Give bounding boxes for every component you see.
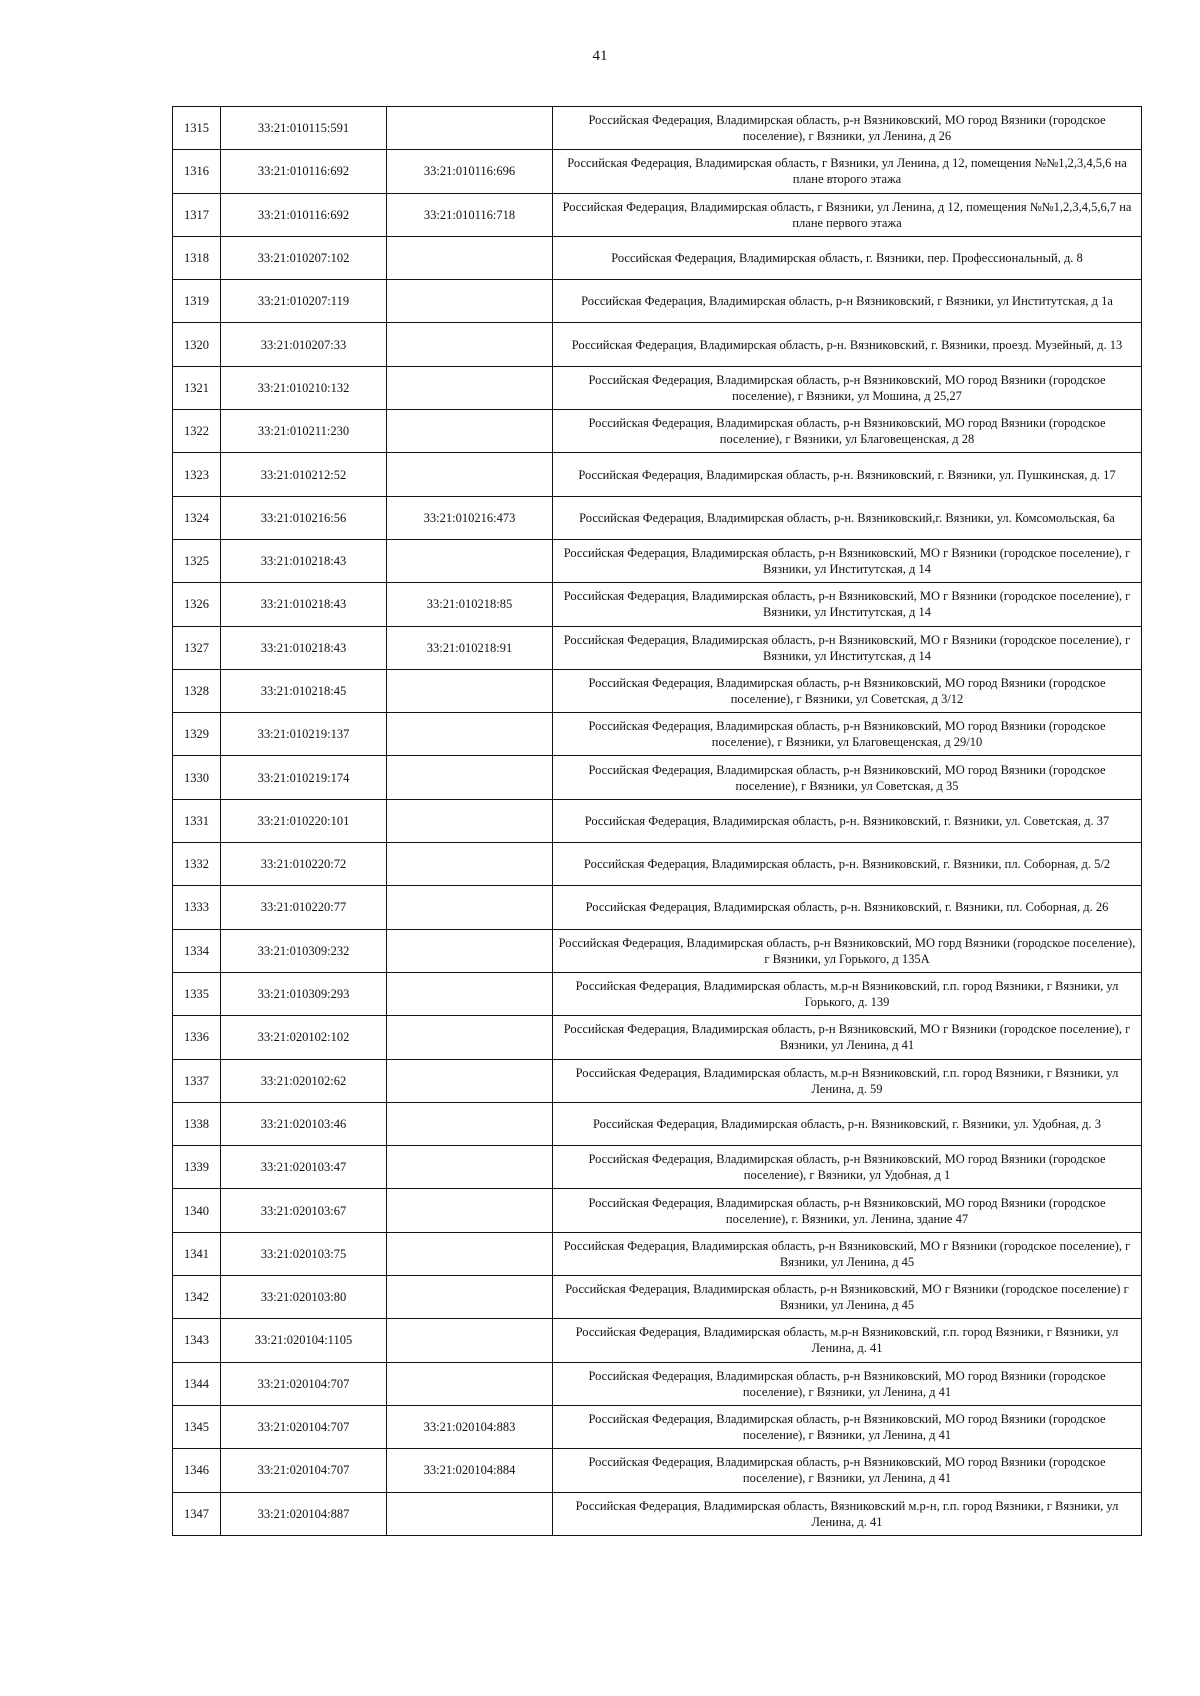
table-row <box>173 756 1142 799</box>
row-number-cell: 1330 <box>173 756 221 799</box>
table-row <box>173 539 1142 582</box>
registry-table <box>172 106 1142 1536</box>
row-number-cell: 1328 <box>173 669 221 712</box>
cadastral-number-cell: 33:21:020104:707 <box>221 1362 387 1405</box>
page-number: 41 <box>592 48 608 64</box>
table-row <box>173 713 1142 756</box>
address-cell: Российская Федерация, Владимирская область, р-н Вязниковский, МО г Вязники (городское поселение) г Вязники, ул Ленина, д 45 <box>553 1276 1142 1319</box>
table-row <box>173 323 1142 366</box>
address-cell: Российская Федерация, Владимирская область, г. Вязники, пер. Профессиональный, д. 8 <box>553 236 1142 279</box>
related-cadastral-number-cell <box>387 1362 553 1405</box>
row-number-cell: 1342 <box>173 1276 221 1319</box>
address-cell: Российская Федерация, Владимирская область, р-н. Вязниковский, г. Вязники, ул. Пушкинская, д. 17 <box>553 453 1142 496</box>
cadastral-number-cell: 33:21:010218:43 <box>221 539 387 582</box>
cadastral-number-cell: 33:21:020103:80 <box>221 1276 387 1319</box>
row-number-cell: 1341 <box>173 1232 221 1275</box>
table-row <box>173 1405 1142 1448</box>
row-number-cell: 1324 <box>173 496 221 539</box>
table-row <box>173 150 1142 193</box>
table-row <box>173 1146 1142 1189</box>
related-cadastral-number-cell <box>387 1102 553 1145</box>
row-number-cell: 1323 <box>173 453 221 496</box>
cadastral-number-cell: 33:21:010309:232 <box>221 929 387 972</box>
row-number-cell: 1317 <box>173 193 221 236</box>
table-row <box>173 496 1142 539</box>
table-row <box>173 799 1142 842</box>
related-cadastral-number-cell: 33:21:020104:883 <box>387 1405 553 1448</box>
row-number-cell: 1325 <box>173 539 221 582</box>
row-number-cell: 1335 <box>173 972 221 1015</box>
cadastral-number-cell: 33:21:010216:56 <box>221 496 387 539</box>
related-cadastral-number-cell <box>387 713 553 756</box>
row-number-cell: 1343 <box>173 1319 221 1362</box>
related-cadastral-number-cell: 33:21:010216:473 <box>387 496 553 539</box>
related-cadastral-number-cell: 33:21:010116:718 <box>387 193 553 236</box>
cadastral-number-cell: 33:21:020104:887 <box>221 1492 387 1535</box>
address-cell: Российская Федерация, Владимирская область, м.р-н Вязниковский, г.п. город Вязники, г Вязники, ул Горького, д. 139 <box>553 972 1142 1015</box>
table-row <box>173 453 1142 496</box>
row-number-cell: 1337 <box>173 1059 221 1102</box>
cadastral-number-cell: 33:21:010309:293 <box>221 972 387 1015</box>
related-cadastral-number-cell <box>387 453 553 496</box>
row-number-cell: 1322 <box>173 410 221 453</box>
address-cell: Российская Федерация, Владимирская область, р-н Вязниковский, МО горд Вязники (городское поселение), г Вязники, ул Горького, д 135А <box>553 929 1142 972</box>
cadastral-number-cell: 33:21:020102:62 <box>221 1059 387 1102</box>
row-number-cell: 1327 <box>173 626 221 669</box>
related-cadastral-number-cell <box>387 1059 553 1102</box>
row-number-cell: 1321 <box>173 366 221 409</box>
address-cell: Российская Федерация, Владимирская область, г Вязники, ул Ленина, д 12, помещения №№1,2,3,4,5,6,7 на плане первого этажа <box>553 193 1142 236</box>
address-cell: Российская Федерация, Владимирская область, р-н. Вязниковский,г. Вязники, ул. Комсомольская, 6а <box>553 496 1142 539</box>
table-row <box>173 886 1142 929</box>
row-number-cell: 1333 <box>173 886 221 929</box>
table-row <box>173 280 1142 323</box>
row-number-cell: 1318 <box>173 236 221 279</box>
registry-table-body <box>173 107 1142 1536</box>
row-number-cell: 1346 <box>173 1449 221 1492</box>
table-row <box>173 1276 1142 1319</box>
row-number-cell: 1315 <box>173 107 221 150</box>
related-cadastral-number-cell <box>387 1232 553 1275</box>
related-cadastral-number-cell <box>387 323 553 366</box>
address-cell: Российская Федерация, Владимирская область, р-н. Вязниковский, г. Вязники, пл. Соборная, д. 5/2 <box>553 843 1142 886</box>
table-row <box>173 236 1142 279</box>
table-row <box>173 583 1142 626</box>
cadastral-number-cell: 33:21:010207:102 <box>221 236 387 279</box>
address-cell: Российская Федерация, Владимирская область, р-н Вязниковский, МО город Вязники (городское поселение), г Вязники, ул Благовещенская, д 29/10 <box>553 713 1142 756</box>
address-cell: Российская Федерация, Владимирская область, р-н Вязниковский, МО город Вязники (городское поселение), г. Вязники, ул. Ленина, здание 47 <box>553 1189 1142 1232</box>
related-cadastral-number-cell <box>387 929 553 972</box>
cadastral-number-cell: 33:21:010207:119 <box>221 280 387 323</box>
table-row <box>173 410 1142 453</box>
address-cell: Российская Федерация, Владимирская область, м.р-н Вязниковский, г.п. город Вязники, г Вязники, ул Ленина, д. 59 <box>553 1059 1142 1102</box>
cadastral-number-cell: 33:21:010218:43 <box>221 583 387 626</box>
cadastral-number-cell: 33:21:020103:47 <box>221 1146 387 1189</box>
related-cadastral-number-cell <box>387 1189 553 1232</box>
related-cadastral-number-cell <box>387 756 553 799</box>
related-cadastral-number-cell <box>387 843 553 886</box>
cadastral-number-cell: 33:21:010220:101 <box>221 799 387 842</box>
cadastral-number-cell: 33:21:010219:137 <box>221 713 387 756</box>
address-cell: Российская Федерация, Владимирская область, р-н Вязниковский, МО город Вязники (городское поселение), г Вязники, ул Благовещенская, д 28 <box>553 410 1142 453</box>
table-row <box>173 972 1142 1015</box>
table-row <box>173 1189 1142 1232</box>
row-number-cell: 1347 <box>173 1492 221 1535</box>
related-cadastral-number-cell <box>387 1492 553 1535</box>
related-cadastral-number-cell: 33:21:010116:696 <box>387 150 553 193</box>
cadastral-number-cell: 33:21:010218:45 <box>221 669 387 712</box>
cadastral-number-cell: 33:21:010210:132 <box>221 366 387 409</box>
row-number-cell: 1345 <box>173 1405 221 1448</box>
related-cadastral-number-cell <box>387 539 553 582</box>
row-number-cell: 1326 <box>173 583 221 626</box>
row-number-cell: 1332 <box>173 843 221 886</box>
cadastral-number-cell: 33:21:020103:67 <box>221 1189 387 1232</box>
related-cadastral-number-cell <box>387 669 553 712</box>
address-cell: Российская Федерация, Владимирская область, р-н Вязниковский, МО город Вязники (городское поселение), г Вязники, ул Ленина, д 41 <box>553 1405 1142 1448</box>
table-row <box>173 1016 1142 1059</box>
row-number-cell: 1336 <box>173 1016 221 1059</box>
table-row <box>173 626 1142 669</box>
cadastral-number-cell: 33:21:010116:692 <box>221 193 387 236</box>
address-cell: Российская Федерация, Владимирская область, р-н Вязниковский, МО город Вязники (городское поселение), г Вязники, ул Советская, д 35 <box>553 756 1142 799</box>
cadastral-number-cell: 33:21:010218:43 <box>221 626 387 669</box>
table-row <box>173 1232 1142 1275</box>
address-cell: Российская Федерация, Владимирская область, р-н Вязниковский, МО город Вязники (городское поселение), г Вязники, ул Ленина, д 41 <box>553 1362 1142 1405</box>
cadastral-number-cell: 33:21:010116:692 <box>221 150 387 193</box>
address-cell: Российская Федерация, Владимирская область, р-н. Вязниковский, г. Вязники, ул. Удобная, д. 3 <box>553 1102 1142 1145</box>
cadastral-number-cell: 33:21:020104:707 <box>221 1405 387 1448</box>
related-cadastral-number-cell <box>387 1319 553 1362</box>
address-cell: Российская Федерация, Владимирская область, р-н Вязниковский, МО город Вязники (городское поселение), г Вязники, ул Мошина, д 25,27 <box>553 366 1142 409</box>
address-cell: Российская Федерация, Владимирская область, р-н. Вязниковский, г. Вязники, пл. Соборная, д. 26 <box>553 886 1142 929</box>
table-row <box>173 1492 1142 1535</box>
cadastral-number-cell: 33:21:020103:46 <box>221 1102 387 1145</box>
row-number-cell: 1339 <box>173 1146 221 1189</box>
table-row <box>173 366 1142 409</box>
table-row <box>173 1059 1142 1102</box>
row-number-cell: 1344 <box>173 1362 221 1405</box>
row-number-cell: 1340 <box>173 1189 221 1232</box>
row-number-cell: 1334 <box>173 929 221 972</box>
address-cell: Российская Федерация, Владимирская область, р-н Вязниковский, МО г Вязники (городское поселение), г Вязники, ул Институтская, д 14 <box>553 583 1142 626</box>
address-cell: Российская Федерация, Владимирская область, г Вязники, ул Ленина, д 12, помещения №№1,2,3,4,5,6 на плане второго этажа <box>553 150 1142 193</box>
related-cadastral-number-cell: 33:21:020104:884 <box>387 1449 553 1492</box>
table-row <box>173 107 1142 150</box>
address-cell: Российская Федерация, Владимирская область, р-н Вязниковский, МО г Вязники (городское поселение), г Вязники, ул Ленина, д 41 <box>553 1016 1142 1059</box>
address-cell: Российская Федерация, Владимирская область, р-н. Вязниковский, г. Вязники, ул. Советская, д. 37 <box>553 799 1142 842</box>
address-cell: Российская Федерация, Владимирская область, м.р-н Вязниковский, г.п. город Вязники, г Вязники, ул Ленина, д. 41 <box>553 1319 1142 1362</box>
related-cadastral-number-cell <box>387 107 553 150</box>
related-cadastral-number-cell <box>387 1146 553 1189</box>
table-row <box>173 1362 1142 1405</box>
related-cadastral-number-cell <box>387 236 553 279</box>
address-cell: Российская Федерация, Владимирская область, р-н Вязниковский, МО г Вязники (городское поселение), г Вязники, ул Ленина, д 45 <box>553 1232 1142 1275</box>
cadastral-number-cell: 33:21:010211:230 <box>221 410 387 453</box>
address-cell: Российская Федерация, Владимирская область, р-н Вязниковский, г Вязники, ул Институтская, д 1а <box>553 280 1142 323</box>
row-number-cell: 1316 <box>173 150 221 193</box>
address-cell: Российская Федерация, Владимирская область, р-н. Вязниковский, г. Вязники, проезд. Музейный, д. 13 <box>553 323 1142 366</box>
related-cadastral-number-cell: 33:21:010218:85 <box>387 583 553 626</box>
row-number-cell: 1338 <box>173 1102 221 1145</box>
related-cadastral-number-cell <box>387 972 553 1015</box>
address-cell: Российская Федерация, Владимирская область, р-н Вязниковский, МО город Вязники (городское поселение), г Вязники, ул Удобная, д 1 <box>553 1146 1142 1189</box>
row-number-cell: 1319 <box>173 280 221 323</box>
cadastral-number-cell: 33:21:010115:591 <box>221 107 387 150</box>
related-cadastral-number-cell: 33:21:010218:91 <box>387 626 553 669</box>
cadastral-number-cell: 33:21:020104:707 <box>221 1449 387 1492</box>
cadastral-number-cell: 33:21:010207:33 <box>221 323 387 366</box>
address-cell: Российская Федерация, Владимирская область, р-н Вязниковский, МО г Вязники (городское поселение), г Вязники, ул Институтская, д 14 <box>553 539 1142 582</box>
related-cadastral-number-cell <box>387 1276 553 1319</box>
address-cell: Российская Федерация, Владимирская область, р-н Вязниковский, МО г Вязники (городское поселение), г Вязники, ул Институтская, д 14 <box>553 626 1142 669</box>
related-cadastral-number-cell <box>387 410 553 453</box>
table-row <box>173 669 1142 712</box>
related-cadastral-number-cell <box>387 1016 553 1059</box>
row-number-cell: 1329 <box>173 713 221 756</box>
cadastral-number-cell: 33:21:020103:75 <box>221 1232 387 1275</box>
cadastral-number-cell: 33:21:010220:77 <box>221 886 387 929</box>
cadastral-number-cell: 33:21:020104:1105 <box>221 1319 387 1362</box>
row-number-cell: 1320 <box>173 323 221 366</box>
address-cell: Российская Федерация, Владимирская область, р-н Вязниковский, МО город Вязники (городское поселение), г Вязники, ул Советская, д 3/12 <box>553 669 1142 712</box>
table-row <box>173 1449 1142 1492</box>
related-cadastral-number-cell <box>387 799 553 842</box>
table-row <box>173 1319 1142 1362</box>
address-cell: Российская Федерация, Владимирская область, р-н Вязниковский, МО город Вязники (городское поселение), г Вязники, ул Ленина, д 41 <box>553 1449 1142 1492</box>
table-row <box>173 929 1142 972</box>
cadastral-number-cell: 33:21:020102:102 <box>221 1016 387 1059</box>
related-cadastral-number-cell <box>387 280 553 323</box>
related-cadastral-number-cell <box>387 886 553 929</box>
row-number-cell: 1331 <box>173 799 221 842</box>
address-cell: Российская Федерация, Владимирская область, Вязниковский м.р-н, г.п. город Вязники, г Вязники, ул Ленина, д. 41 <box>553 1492 1142 1535</box>
address-cell: Российская Федерация, Владимирская область, р-н Вязниковский, МО город Вязники (городское поселение), г Вязники, ул Ленина, д 26 <box>553 107 1142 150</box>
related-cadastral-number-cell <box>387 366 553 409</box>
table-row <box>173 843 1142 886</box>
table-row <box>173 193 1142 236</box>
cadastral-number-cell: 33:21:010220:72 <box>221 843 387 886</box>
cadastral-number-cell: 33:21:010212:52 <box>221 453 387 496</box>
table-row <box>173 1102 1142 1145</box>
cadastral-number-cell: 33:21:010219:174 <box>221 756 387 799</box>
